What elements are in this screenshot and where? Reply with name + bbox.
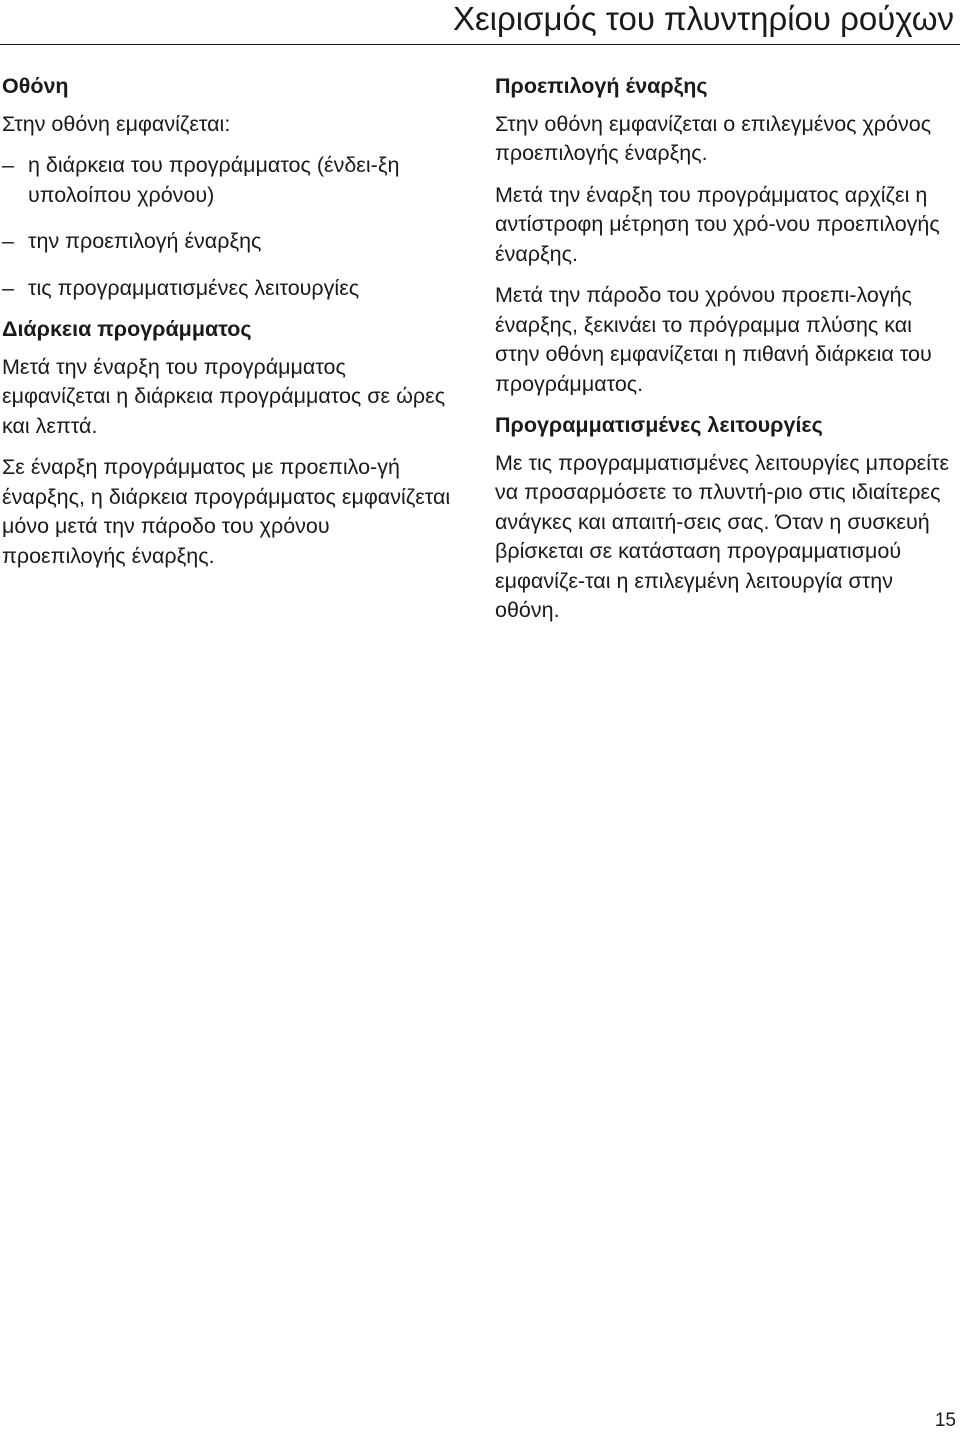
duration-paragraph: Σε έναρξη προγράμματος με προεπιλο-γή έναρξης, η διάρκεια προγράμματος εμφανίζεται μόνο μετά την πάροδο του χρόνου προεπιλογής έναρξης.: [2, 455, 451, 568]
right-column: [495, 72, 957, 638]
duration-paragraph: Μετά την έναρξη του προγράμματος εμφανίζεται η διάρκεια προγράμματος σε ώρες και λεπτά.: [2, 354, 446, 438]
list-item-text: τις προγραμματισμένες λειτουργίες: [28, 275, 360, 300]
delay-start-heading: Προεπιλογή έναρξης: [495, 74, 708, 98]
list-item: [2, 151, 458, 210]
delay-start-paragraph: Μετά την έναρξη του προγράμματος αρχίζει η αντίστροφη μέτρηση του χρό-νου προεπιλογής έναρξης.: [495, 182, 940, 266]
display-intro: Στην οθόνη εμφανίζεται:: [2, 111, 231, 136]
display-heading: Οθόνη: [2, 74, 69, 98]
page-title: Χειρισμός του πλυντηρίου ρούχων: [452, 0, 954, 37]
left-column: [2, 72, 458, 583]
delay-start-paragraph: Στην οθόνη εμφανίζεται ο επιλεγμένος χρόνος προεπιλογής έναρξης.: [495, 111, 932, 165]
dash-bullet: –: [2, 153, 14, 177]
dash-bullet: –: [2, 275, 14, 300]
programmed-functions-heading: Προγραμματισμένες λειτουργίες: [495, 413, 823, 437]
programmed-functions-paragraph: Με τις προγραμματισμένες λειτουργίες μπορείτε να προσαρμόσετε το πλυντή-ριο στις ιδιαίτερες ανάγκες και απαιτή-σεις σας. Όταν η συσκευή βρίσκεται σε κατάσταση προγραμματισμού εμφανίζε-ται η επιλεγμένη λειτουργία στην οθόνη.: [495, 450, 950, 622]
header-divider: [0, 44, 960, 45]
list-item-text: την προεπιλογή έναρξης: [28, 229, 262, 253]
delay-start-paragraph: Μετά την πάροδο του χρόνου προεπι-λογής έναρξης, ξεκινάει το πρόγραμμα πλύσης και στην οθόνη εμφανίζεται η πιθανή διάρκεια του προγράμματος.: [495, 283, 932, 396]
duration-heading: Διάρκεια προγράμματος: [2, 317, 252, 341]
list-item-text: η διάρκεια του προγράμματος (ένδει-ξη υπολοίπου χρόνου): [28, 153, 400, 207]
list-item: [2, 274, 458, 304]
list-item: [2, 227, 458, 257]
display-bullet-list: [2, 151, 458, 303]
page-number: 15: [934, 1410, 956, 1431]
dash-bullet: –: [2, 229, 14, 253]
